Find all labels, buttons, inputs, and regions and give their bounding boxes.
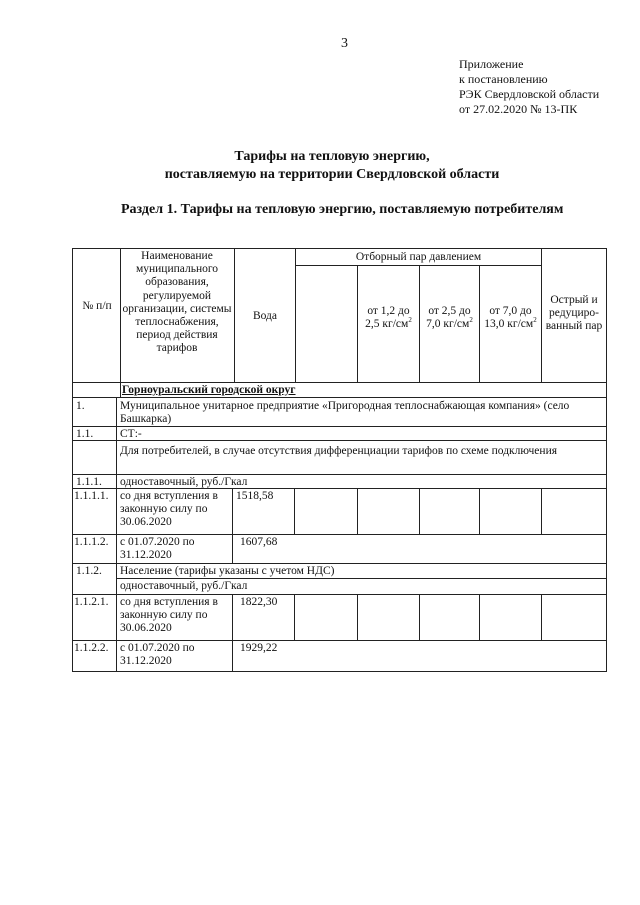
table-border <box>419 594 420 640</box>
table-border <box>116 578 607 579</box>
appendix-line: РЭК Свердловской области <box>459 87 600 101</box>
row-num: 1.1.2. <box>76 565 102 577</box>
row-num: 1.1.2.2. <box>74 642 109 654</box>
header-num: № п/п <box>82 300 112 312</box>
section-title: Раздел 1. Тарифы на тепловую энергию, поставляемую потребителям <box>121 202 564 217</box>
table-border <box>72 248 73 672</box>
row-text: одноставочный, руб./Гкал <box>120 476 248 488</box>
row-text: с 01.07.2020 по 31.12.2020 <box>120 536 195 561</box>
header-steam-1: от 1,2 до 2,5 $кг/см^2$ <box>365 305 412 330</box>
table-border <box>541 488 542 534</box>
appendix-line: Приложение <box>459 57 524 71</box>
table-border <box>72 671 607 672</box>
row-text: со дня вступления в законную силу по 30.06.2020 <box>120 596 218 634</box>
page-number: 3 <box>341 36 348 51</box>
row-text: одноставочный, руб./Гкал <box>120 580 248 592</box>
row-num: 1.1.1. <box>76 476 102 488</box>
tariff-table <box>72 248 607 672</box>
document-title-line2: поставляемую на территории Свердловской области <box>164 167 500 182</box>
row-num: 1.1.1.2. <box>74 536 109 548</box>
table-border <box>479 265 480 383</box>
table-border <box>295 248 296 383</box>
row-text: СТ:- <box>120 428 142 440</box>
header-steam-group: Отборный пар давлением <box>355 251 482 263</box>
table-border <box>72 563 607 564</box>
header-sharp-steam: Острый и редуциро-ванный пар <box>545 294 603 332</box>
appendix-line: к постановлению <box>459 72 548 86</box>
table-border <box>294 488 295 534</box>
row-num: 1.1.2.1. <box>74 596 109 608</box>
row-text: Муниципальное унитарное предприятие «Пригородная теплоснабжающая компания» (село Башкарка) <box>120 400 570 425</box>
row-text: Для потребителей, в случае отсутствия дифференциации тарифов по схеме подключения <box>120 445 558 457</box>
row-num: 1. <box>76 400 85 412</box>
header-steam-2: от 2,5 до 7,0 $кг/см^2$ <box>426 305 473 330</box>
water-value: 1518,58 <box>236 490 274 502</box>
table-border <box>234 248 235 383</box>
water-value: 1607,68 <box>240 536 278 548</box>
table-border <box>72 397 607 398</box>
appendix-line: от 27.02.2020 № 13-ПК <box>459 102 578 116</box>
table-border <box>295 265 541 266</box>
table-border <box>72 534 607 535</box>
table-border <box>479 594 480 640</box>
row-num: 1.1.1.1. <box>74 490 109 502</box>
appendix-block <box>459 57 599 117</box>
header-steam-3: от 7,0 до 13,0 $кг/см^2$ <box>484 305 537 330</box>
table-border <box>357 488 358 534</box>
document-title-line1: Тарифы на тепловую энергию, <box>234 149 430 164</box>
row-text: Население (тарифы указаны с учетом НДС) <box>120 565 335 577</box>
table-border <box>419 265 420 383</box>
header-water: Вода <box>252 310 278 322</box>
water-value: 1929,22 <box>240 642 278 654</box>
table-border <box>72 248 607 249</box>
table-border <box>232 594 233 672</box>
table-border <box>72 594 607 595</box>
table-border <box>606 248 607 672</box>
row-text: с 01.07.2020 по 31.12.2020 <box>120 642 195 667</box>
table-border <box>541 248 542 383</box>
table-border <box>72 426 607 427</box>
water-value: 1822,30 <box>240 596 278 608</box>
table-border <box>419 488 420 534</box>
table-border <box>357 594 358 640</box>
table-border <box>357 265 358 383</box>
header-name: Наименование муниципального образования, регулируемой организации, системы теплоснабжения, период действия тарифов <box>122 250 232 355</box>
table-border <box>72 382 607 383</box>
table-border <box>72 474 607 475</box>
district-name: Горноуральский городской округ <box>122 384 296 396</box>
table-border <box>120 248 121 397</box>
table-border <box>479 488 480 534</box>
row-text: со дня вступления в законную силу по 30.06.2020 <box>120 490 218 528</box>
table-border <box>232 488 233 564</box>
table-border <box>116 397 117 672</box>
table-border <box>72 640 607 641</box>
row-num: 1.1. <box>76 428 94 440</box>
table-border <box>541 594 542 640</box>
